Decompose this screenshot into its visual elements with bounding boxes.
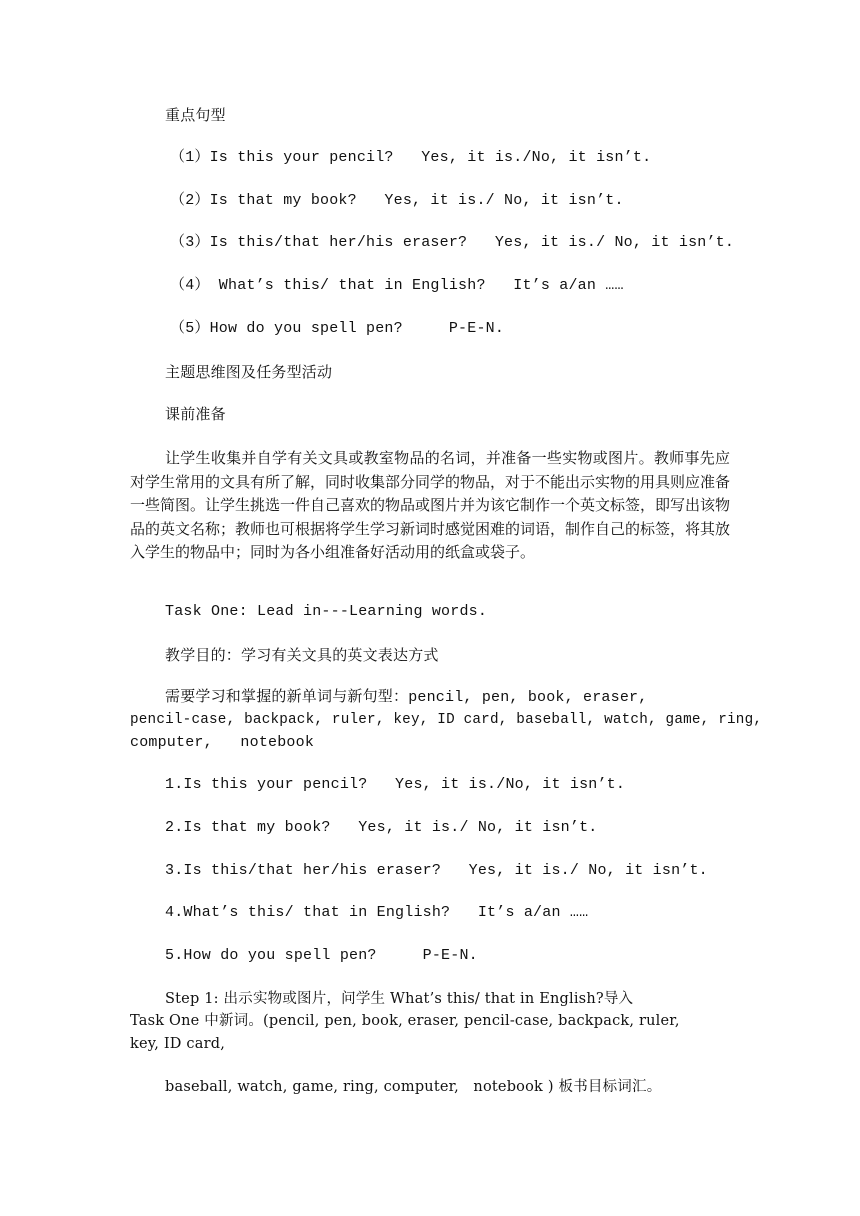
numbered-sentence-5: 5.How do you spell pen? P-E-N. (165, 947, 478, 964)
key-sentence-4: （4） What’s this/ that in English? It’s a/an …… (170, 277, 624, 294)
numbered-sentence-3: 3.Is this/that her/his eraser? Yes, it is./ No, it isn’t. (165, 862, 708, 879)
heading-mindmap: 主题思维图及任务型活动 (165, 363, 333, 381)
teaching-goal: 教学目的：学习有关文具的英文表达方式 (165, 646, 439, 664)
step1-line-4: baseball, watch, game, ring, computer, notebook ) 板书目标词汇。 (165, 1079, 662, 1095)
prep-paragraph: 让学生收集并自学有关文具或教室物品的名词，并准备一些实物或图片。教师事先应对学生常用的文具有所了解，同时收集部分同学的物品，对于不能出示实物的用具则应准备一些简图。让学生挑选一件自己喜欢的物品或图片并为该它制作一个英文标签，即写出该物品的英文名称；教师也可根据将学生学习新词时感觉困难的词语，制作自己的标签，将其放入学生的物品中；同时为各小组准备好活动用的纸盒或袋子。 (130, 449, 731, 561)
heading-key-sentences: 重点句型 (165, 106, 226, 124)
step1-line-1: Step 1: 出示实物或图片，问学生 What’s this/ that in English?导入 (165, 991, 634, 1007)
key-sentence-1: （1）Is this your pencil? Yes, it is./No, it isn’t. (170, 149, 652, 166)
new-words-line-3: computer, notebook (130, 734, 315, 751)
numbered-sentence-1: 1.Is this your pencil? Yes, it is./No, it isn’t. (165, 776, 626, 793)
key-sentence-2: （2）Is that my book? Yes, it is./ No, it isn’t. (170, 192, 624, 209)
step1-line-3: key, ID card, (130, 1036, 226, 1052)
key-sentence-3: （3）Is this/that her/his eraser? Yes, it is./ No, it isn’t. (170, 234, 735, 251)
numbered-sentence-4: 4.What’s this/ that in English? It’s a/an …… (165, 904, 589, 921)
new-words-line-2: pencil-case, backpack, ruler, key, ID card, baseball, watch, game, ring, (130, 712, 763, 728)
numbered-sentence-2: 2.Is that my book? Yes, it is./ No, it isn’t. (165, 819, 598, 836)
key-sentence-5: （5）How do you spell pen? P-E-N. (170, 320, 505, 337)
step1-line-2: Task One 中新词。(pencil, pen, book, eraser, pencil-case, backpack, ruler, (130, 1013, 680, 1029)
task-one-heading: Task One: Lead in---Learning words. (165, 603, 488, 620)
new-words-line-1: 需要学习和掌握的新单词与新句型：pencil, pen, book, eraser, (165, 689, 648, 706)
heading-prep: 课前准备 (165, 405, 226, 423)
